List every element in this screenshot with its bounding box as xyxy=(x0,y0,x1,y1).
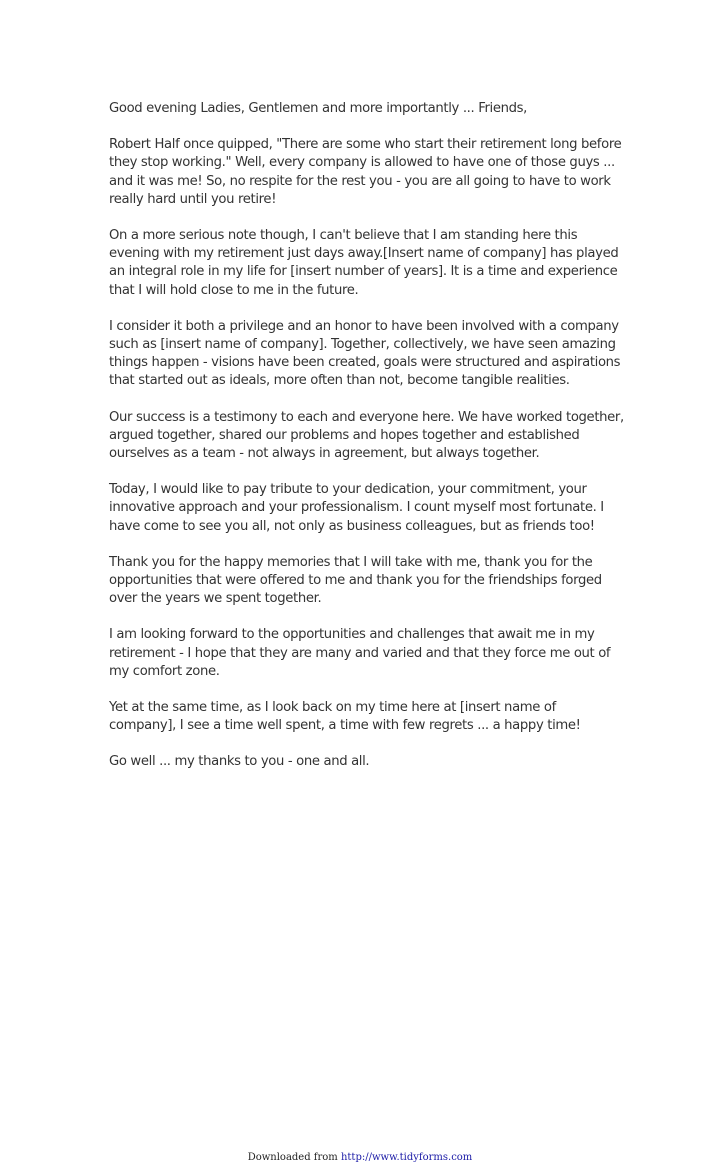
paragraph-look-back: Yet at the same time, as I look back on my time here at [insert name of company], I see a time well spent, a time with few regrets ... a happy time! xyxy=(109,700,581,734)
paragraph-success: Our success is a testimony to each and everyone here. We have worked together, argued together, shared our problems and hopes together and established ourselves as a team - not always in agreement, but always together. xyxy=(109,409,624,462)
paragraph-serious-note: On a more serious note though, I can't believe that I am standing here this evening with my retirement just days away.[Insert name of company] has played an integral role in my life for [insert number of years]. It is a time and experience that I will hold close to me in the future. xyxy=(109,228,619,298)
download-footer xyxy=(0,1152,720,1163)
speech-body xyxy=(109,100,625,790)
footer-link[interactable]: http://www.tidyforms.com xyxy=(340,1152,473,1163)
paragraph-robert-half-quote: Robert Half once quipped, "There are some who start their retirement long before they stop working." Well, every company is allowed to have one of those guys ... and it was me! So, no respite for the rest you - you are all going to have to work really hard until you retire! xyxy=(109,137,622,207)
paragraph-farewell: Go well ... my thanks to you - one and all. xyxy=(109,754,370,770)
paragraph-privilege: I consider it both a privilege and an honor to have been involved with a company such as [insert name of company]. Together, collectively, we have seen amazing things happen - visions have been created, goals were structured and aspirations that started out as ideals, more often than not, become tangible realities. xyxy=(109,318,621,389)
paragraph-thank-you: Thank you for the happy memories that I will take with me, thank you for the opportunities that were offered to me and thank you for the friendships forged over the years we spent together. xyxy=(109,554,602,607)
paragraph-greeting: Good evening Ladies, Gentlemen and more importantly ... Friends, xyxy=(109,101,528,116)
paragraph-looking-forward: I am looking forward to the opportunities and challenges that await me in my retirement - I hope that they are many and varied and that they force me out of my comfort zone. xyxy=(109,627,611,679)
paragraph-tribute: Today, I would like to pay tribute to your dedication, your commitment, your innovative approach and your professionalism. I count myself most fortunate. I have come to see you all, not only as business colleagues, but as friends too! xyxy=(109,482,604,534)
footer-prefix: Downloaded from xyxy=(247,1152,341,1163)
